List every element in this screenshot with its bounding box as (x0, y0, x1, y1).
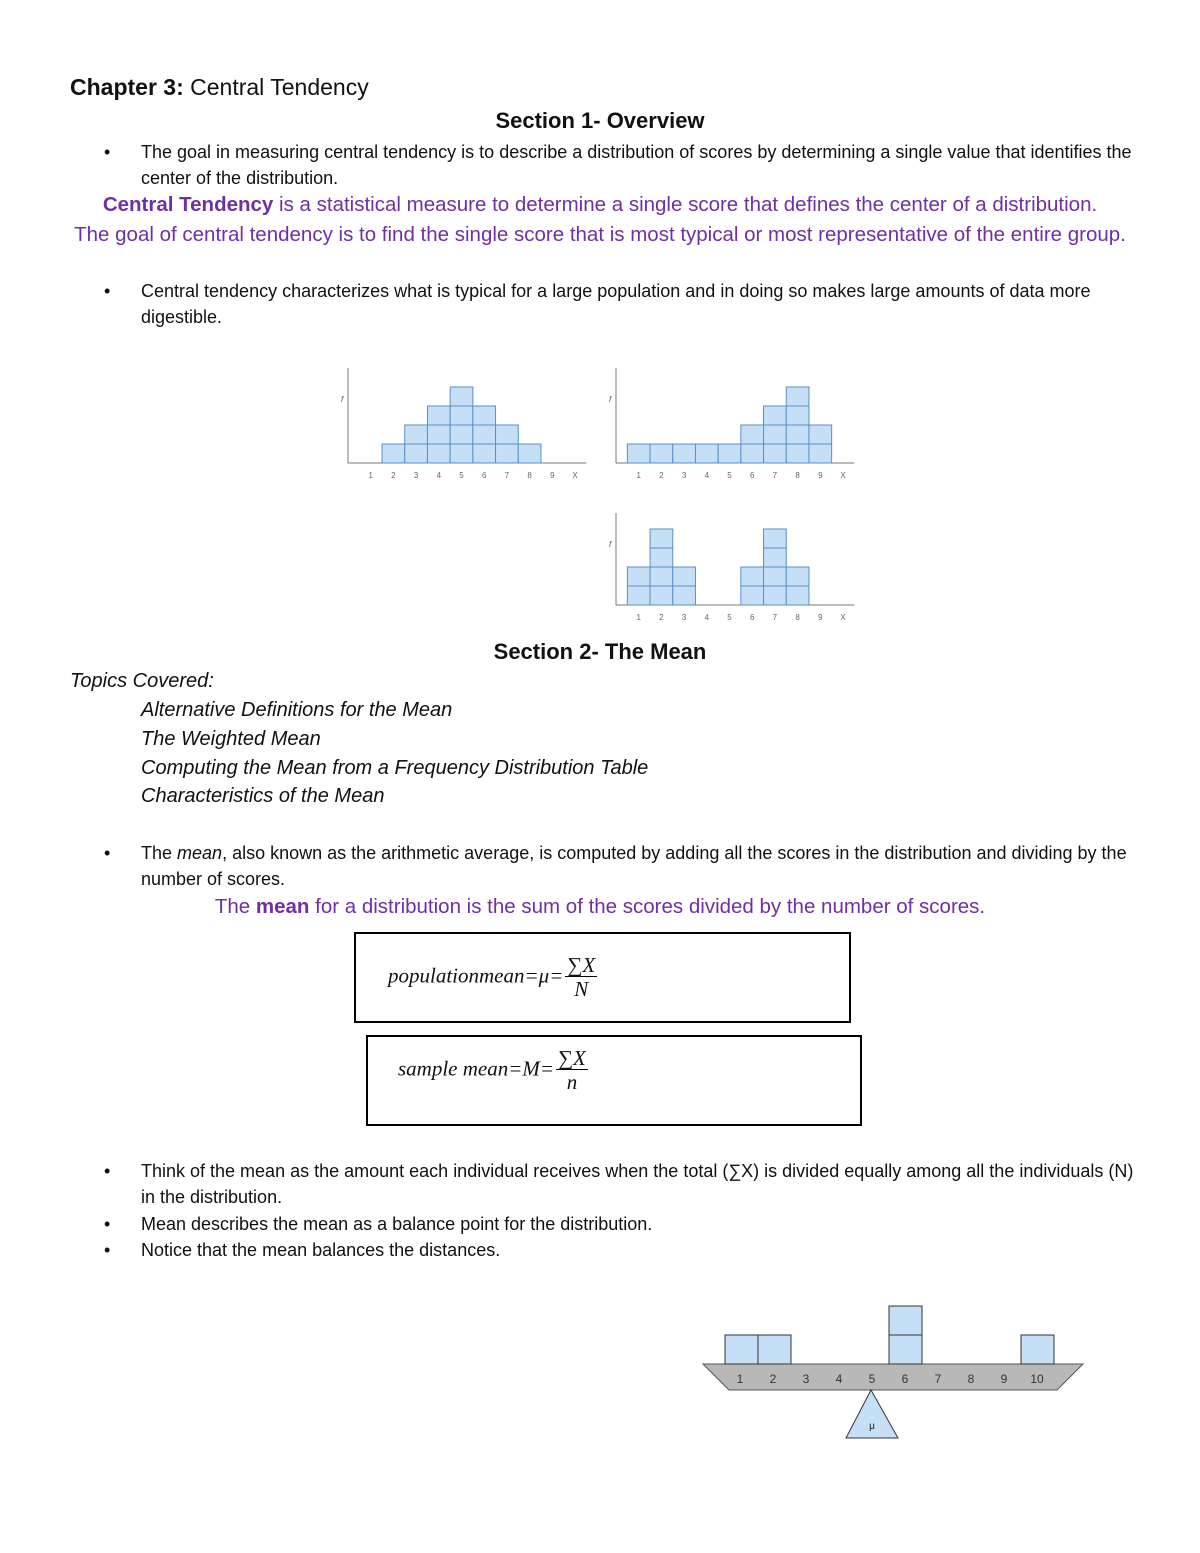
central-tendency-goal: The goal of central tendency is to find the single score that is most typical or most representative of the entire group. (74, 223, 1126, 246)
balance-beam-figure (695, 1298, 1095, 1448)
frequency-box (809, 444, 832, 463)
frequency-box (650, 567, 673, 586)
bullet-text: Central tendency characterizes what is typical for a large population and in doing so makes large amounts of data more digestible. (141, 281, 1091, 327)
frequency-box (673, 586, 696, 605)
histogram-symmetric (330, 360, 600, 485)
frequency-box (518, 444, 541, 463)
formula-numerator: ∑X (567, 953, 596, 977)
frequency-box (764, 444, 787, 463)
beam-tick-label: 4 (835, 1372, 843, 1386)
x-tick-label: 4 (704, 471, 710, 480)
frequency-box (650, 444, 673, 463)
x-tick-label: 9 (818, 471, 823, 480)
frequency-box (809, 425, 832, 444)
mean-definition-part: The (214, 895, 256, 918)
topic-item: Characteristics of the Mean (141, 785, 385, 807)
definition-term: Central Tendency (102, 193, 274, 216)
x-tick-label: 6 (481, 471, 487, 480)
frequency-box (673, 444, 696, 463)
frequency-box (718, 444, 741, 463)
formula-fraction (556, 1047, 588, 1094)
frequency-box (405, 425, 428, 444)
formula-denominator: N (574, 977, 589, 1001)
formula-fraction (565, 954, 597, 1001)
topic-item: Computing the Mean from a Frequency Distribution Table (141, 757, 649, 779)
frequency-box (496, 425, 519, 444)
x-tick-label: 3 (413, 471, 419, 480)
x-tick-label: 6 (749, 613, 755, 622)
x-tick-label: 6 (749, 471, 755, 480)
histogram-bimodal-plot (609, 513, 854, 622)
frequency-box (786, 425, 809, 444)
frequency-box (786, 387, 809, 406)
definition-text: is a statistical measure to determine a single score that defines the center of a distribution. (273, 193, 1098, 216)
score-box (1021, 1335, 1054, 1364)
frequency-box (741, 425, 764, 444)
score-box (758, 1335, 791, 1364)
x-tick-label: 9 (818, 613, 823, 622)
beam-tick-label: 3 (802, 1372, 810, 1386)
frequency-box (764, 586, 787, 605)
x-tick-label: 4 (436, 471, 442, 480)
frequency-box (764, 529, 787, 548)
x-tick-label: 2 (659, 613, 664, 622)
formula-denominator: n (566, 1070, 578, 1094)
bullet-icon: • (104, 281, 111, 301)
frequency-box (764, 567, 787, 586)
bullet-text-part: The (141, 843, 178, 863)
frequency-box (786, 444, 809, 463)
frequency-box (450, 387, 473, 406)
x-tick-label: 4 (704, 613, 710, 622)
bullet-icon: • (104, 1161, 111, 1181)
x-tick-label: 5 (459, 471, 464, 480)
sample-mean-formula (398, 1047, 588, 1094)
beam-tick-label: 8 (967, 1372, 975, 1386)
section2-bullet-4 (104, 1237, 1144, 1263)
section2-bullet-1 (104, 840, 1144, 892)
bullet-icon: • (104, 843, 111, 863)
frequency-box (405, 444, 428, 463)
x-tick-label: 3 (681, 613, 687, 622)
chapter-heading (70, 74, 369, 101)
frequency-box (764, 425, 787, 444)
histogram-bimodal (598, 505, 868, 625)
balance-beam (703, 1306, 1083, 1438)
x-tick-label: X (840, 613, 846, 622)
bullet-icon: • (104, 142, 111, 162)
section1-title: Section 1- Overview (495, 108, 705, 133)
frequency-box (764, 548, 787, 567)
x-tick-label: 7 (772, 613, 778, 622)
chapter-label: Chapter 3: (70, 74, 184, 100)
score-box (889, 1335, 922, 1364)
bullet-text: Mean describes the mean as a balance point for the distribution. (141, 1214, 653, 1234)
frequency-box (650, 529, 673, 548)
population-mean-formula (388, 954, 597, 1001)
bullet-text-emphasis: mean (177, 843, 223, 863)
section1-bullet-2 (104, 278, 1144, 330)
frequency-box (650, 548, 673, 567)
frequency-box (627, 444, 650, 463)
frequency-box (673, 567, 696, 586)
bullet-text (141, 840, 1144, 892)
section2-bullet-3 (104, 1211, 1144, 1237)
score-box (725, 1335, 758, 1364)
frequency-box (427, 406, 450, 425)
frequency-box (786, 406, 809, 425)
x-tick-label: 8 (527, 471, 532, 480)
frequency-box (786, 586, 809, 605)
frequency-box (764, 406, 787, 425)
histogram-skewed (598, 360, 868, 485)
histogram-skewed-plot (609, 368, 854, 480)
x-tick-label: X (840, 471, 846, 480)
x-tick-label: 9 (550, 471, 555, 480)
frequency-box (450, 425, 473, 444)
bullet-text: Notice that the mean balances the distances. (141, 1240, 501, 1260)
topics-heading: Topics Covered: (70, 670, 214, 692)
mean-definition-term: mean (255, 895, 310, 918)
formula-lhs: populationmean=μ= (388, 963, 564, 988)
topic-item: The Weighted Mean (141, 728, 321, 750)
beam-tick-label: 2 (769, 1372, 777, 1386)
frequency-box (741, 586, 764, 605)
x-tick-label: 8 (795, 471, 800, 480)
y-axis-label: f (341, 395, 344, 404)
beam-tick-label: 6 (901, 1372, 909, 1386)
frequency-box (695, 444, 718, 463)
frequency-box (627, 567, 650, 586)
x-tick-label: X (572, 471, 578, 480)
x-tick-label: 8 (795, 613, 800, 622)
frequency-box (473, 406, 496, 425)
frequency-box (627, 586, 650, 605)
frequency-box (450, 406, 473, 425)
beam-tick-label: 7 (934, 1372, 942, 1386)
frequency-box (427, 444, 450, 463)
histogram-symmetric-plot (341, 368, 586, 480)
formula-numerator: ∑X (558, 1046, 586, 1070)
score-box (889, 1306, 922, 1335)
y-axis-label: f (609, 540, 612, 549)
beam-tick-label: 5 (868, 1372, 876, 1386)
x-tick-label: 5 (727, 613, 732, 622)
frequency-box (650, 586, 673, 605)
frequency-box (382, 444, 405, 463)
mean-definition-part: for a distribution is the sum of the scores divided by the number of scores. (309, 895, 986, 918)
x-tick-label: 7 (504, 471, 510, 480)
sample-mean-box (366, 1035, 862, 1126)
frequency-box (427, 425, 450, 444)
frequency-box (496, 444, 519, 463)
beam-tick-label: 10 (1030, 1372, 1044, 1386)
x-tick-label: 2 (659, 471, 664, 480)
x-tick-label: 1 (636, 471, 641, 480)
bullet-text: Think of the mean as the amount each individual receives when the total (∑X) is divided equally among all the individuals (N) in the distribution. (141, 1161, 1134, 1207)
mean-definition (60, 892, 1140, 922)
beam-tick-label: 9 (1000, 1372, 1008, 1386)
bullet-text: The goal in measuring central tendency is to describe a distribution of scores by determining a single value that identifies the center of the distribution. (141, 142, 1132, 188)
bullet-text-part: , also known as the arithmetic average, is computed by adding all the scores in the distribution and dividing by the number of scores. (141, 843, 1127, 889)
population-mean-box (354, 932, 851, 1023)
frequency-box (741, 444, 764, 463)
central-tendency-definition (60, 190, 1140, 220)
x-tick-label: 3 (681, 471, 687, 480)
formula-lhs: sample mean=M= (398, 1056, 555, 1081)
beam-tick-label: 1 (736, 1372, 744, 1386)
frequency-box (786, 567, 809, 586)
x-tick-label: 7 (772, 471, 778, 480)
section2-title: Section 2- The Mean (493, 639, 707, 664)
frequency-box (473, 425, 496, 444)
topic-item: Alternative Definitions for the Mean (141, 699, 453, 721)
frequency-box (741, 567, 764, 586)
x-tick-label: 1 (636, 613, 641, 622)
chapter-title: Central Tendency (190, 74, 369, 100)
frequency-box (473, 444, 496, 463)
bullet-icon: • (104, 1214, 111, 1234)
bullet-icon: • (104, 1240, 111, 1260)
section1-bullet-1 (104, 139, 1144, 191)
frequency-box (450, 444, 473, 463)
x-tick-label: 2 (391, 471, 396, 480)
section2-bullet-2 (104, 1158, 1144, 1210)
fulcrum-label: μ (869, 1421, 875, 1432)
x-tick-label: 1 (368, 471, 373, 480)
beam (703, 1364, 1083, 1390)
y-axis-label: f (609, 395, 612, 404)
x-tick-label: 5 (727, 471, 732, 480)
